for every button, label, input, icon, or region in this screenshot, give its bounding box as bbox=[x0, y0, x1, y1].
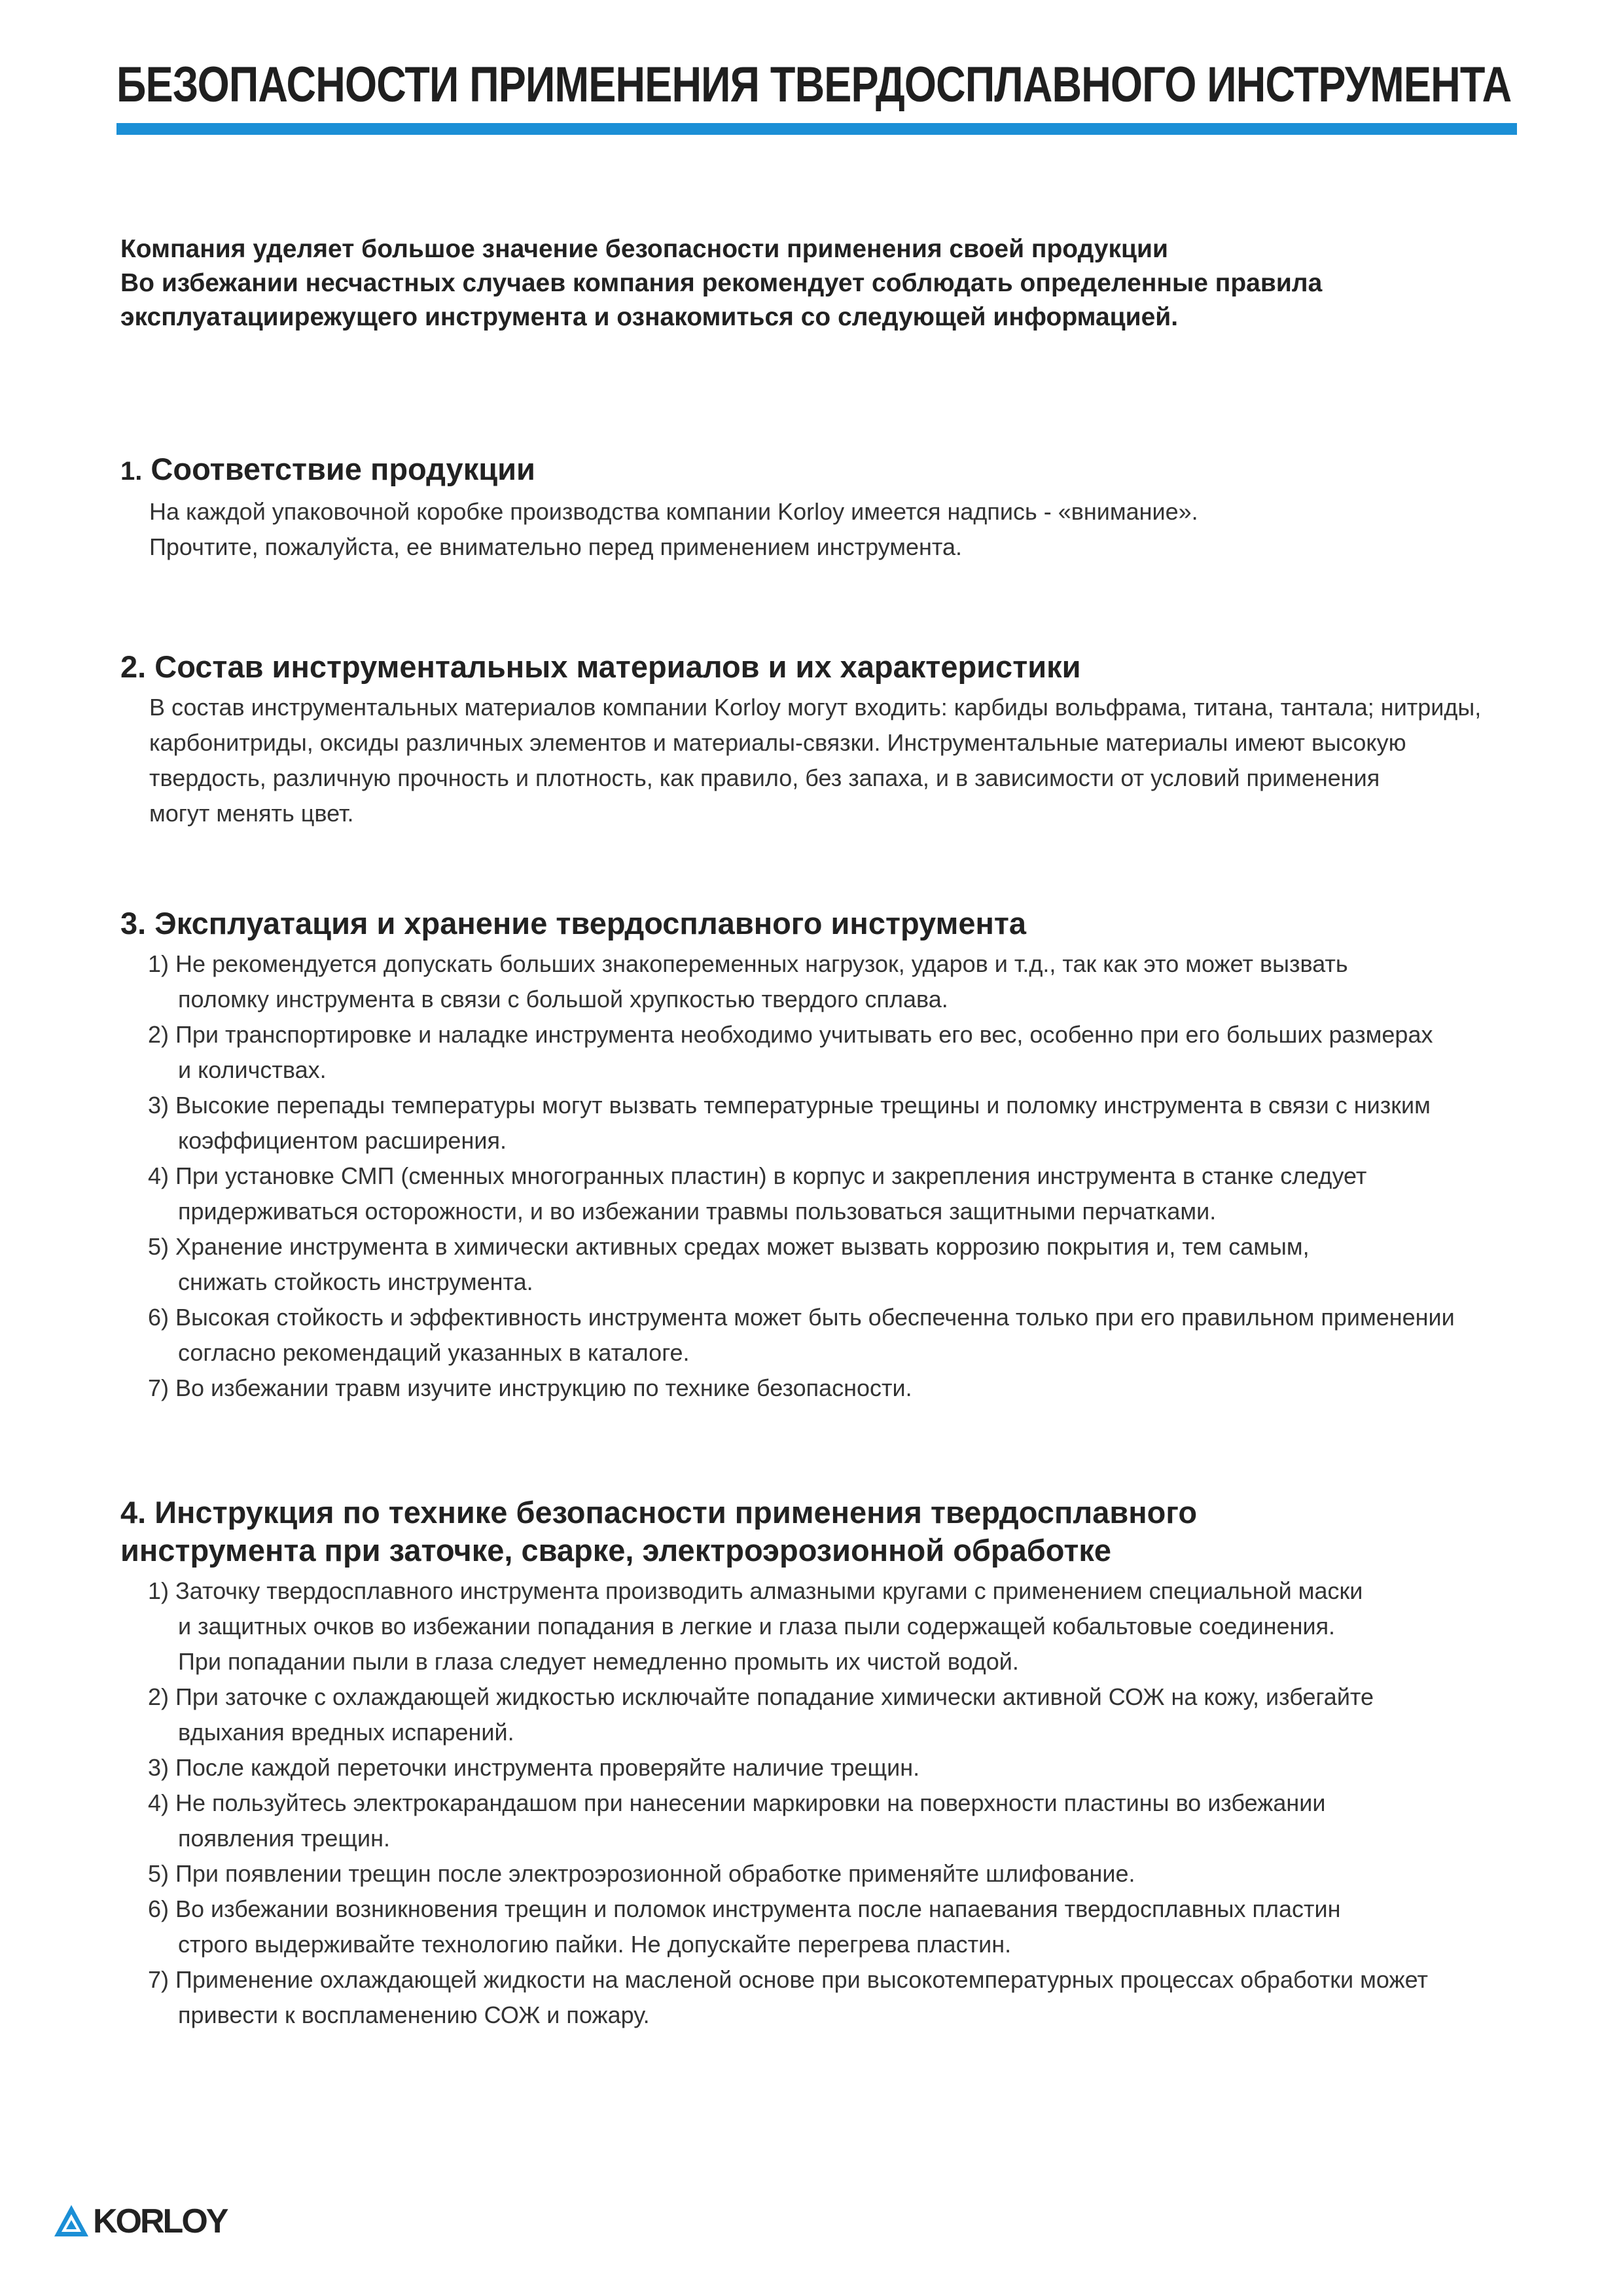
list-item-continuation: строго выдерживайте технологию пайки. Не допускайте перегрева пластин. bbox=[178, 1931, 1012, 1958]
section-title: Эксплуатация и хранение твердосплавного инструмента bbox=[154, 906, 1027, 941]
intro-line: Компания уделяет большое значение безопасности применения своей продукции bbox=[120, 235, 1168, 263]
list-item-text: 3) Высокие перепады температуры могут вызвать температурные трещины и поломку инструмента в связи с низким bbox=[148, 1092, 1431, 1119]
section-heading-line2: инструмента при заточке, сварке, электроэрозионной обработке bbox=[120, 1533, 1112, 1568]
list-item-continuation: придерживаться осторожности, и во избежании травмы пользоваться защитными перчатками. bbox=[178, 1198, 1217, 1225]
section-number: 4. bbox=[120, 1495, 147, 1530]
section-1 bbox=[120, 450, 1580, 565]
list-item-continuation: привести к воспламенению СОЖ и пожару. bbox=[178, 2001, 650, 2028]
section-number: 3. bbox=[120, 906, 147, 941]
section-heading bbox=[120, 1494, 1580, 1532]
logo-text: KORLOY bbox=[93, 2202, 227, 2240]
list-item bbox=[148, 1158, 1580, 1229]
section-title: Состав инструментальных материалов и их характеристики bbox=[154, 649, 1081, 684]
list-item-text: 2) При заточке с охлаждающей жидкостью исключайте попадание химически активной СОЖ на кожу, избегайте bbox=[148, 1683, 1374, 1710]
list-item-continuation: появления трещин. bbox=[178, 1825, 390, 1852]
body-line: На каждой упаковочной коробке производства компании Korloy имеется надпись - «внимание». bbox=[149, 498, 1198, 525]
section-heading bbox=[120, 450, 1580, 490]
list-item-text: 1) Заточку твердосплавного инструмента производить алмазными кругами с применением специальной маски bbox=[148, 1577, 1363, 1604]
list-item-continuation: и защитных очков во избежании попадания в легкие и глаза пыли содержащей кобальтовые соединения. bbox=[178, 1613, 1336, 1640]
list-item bbox=[148, 1679, 1580, 1750]
page-title: БЕЗОПАСНОСТИ ПРИМЕНЕНИЯ ТВЕРДОСПЛАВНОГО ИНСТРУМЕНТА bbox=[116, 57, 1512, 113]
list-item bbox=[148, 1371, 1580, 1406]
list-item bbox=[148, 1229, 1580, 1300]
list-item-continuation: согласно рекомендаций указанных в каталоге. bbox=[178, 1339, 690, 1366]
list-item bbox=[148, 1017, 1580, 1088]
body-line: Прочтите, пожалуйста, ее внимательно перед применением инструмента. bbox=[149, 533, 963, 560]
list-item-continuation: снижать стойкость инструмента. bbox=[178, 1268, 533, 1295]
list-item bbox=[148, 1962, 1580, 2033]
list-item-text: 7) Применение охлаждающей жидкости на масленой основе при высокотемпературных процессах обработки может bbox=[148, 1966, 1428, 1993]
korloy-logo bbox=[52, 2198, 226, 2245]
body-line: могут менять цвет. bbox=[149, 800, 354, 827]
section-list bbox=[148, 946, 1580, 1406]
list-item-continuation: и количствах. bbox=[178, 1056, 327, 1083]
list-item-text: 4) Не пользуйтесь электрокарандашом при нанесении маркировки на поверхности пластины во избежании bbox=[148, 1789, 1326, 1816]
section-2 bbox=[120, 648, 1580, 831]
section-body bbox=[149, 690, 1580, 831]
list-item-text: 5) При появлении трещин после электроэрозионной обработке применяйте шлифование. bbox=[148, 1860, 1135, 1887]
korloy-triangle-icon bbox=[52, 2202, 90, 2240]
section-body bbox=[149, 494, 1580, 565]
list-item-text: 1) Не рекомендуется допускать больших знакопеременных нагрузок, ударов и т.д., так как это может вызвать bbox=[148, 950, 1348, 977]
list-item-continuation: коэффициентом расширения. bbox=[178, 1127, 507, 1154]
section-heading bbox=[120, 905, 1580, 942]
list-item-text: 6) Во избежании возникновения трещин и поломок инструмента после напаевания твердосплавных пластин bbox=[148, 1895, 1341, 1922]
list-item-text: 5) Хранение инструмента в химически активных средах может вызвать коррозию покрытия и, тем самым, bbox=[148, 1233, 1310, 1260]
list-item bbox=[148, 1300, 1580, 1371]
list-item-text: 2) При транспортировке и наладке инструмента необходимо учитывать его вес, особенно при его больших размерах bbox=[148, 1021, 1433, 1048]
list-item bbox=[148, 1785, 1580, 1856]
list-item bbox=[148, 1892, 1580, 1962]
list-item-text: 7) Во избежании травм изучите инструкцию по технике безопасности. bbox=[148, 1374, 912, 1401]
section-number: 2. bbox=[120, 649, 147, 684]
body-line: В состав инструментальных материалов компании Korloy могут входить: карбиды вольфрама, титана, тантала; нитриды, bbox=[149, 694, 1482, 721]
section-number: 1. bbox=[120, 457, 143, 486]
list-item-text: 4) При установке СМП (сменных многогранных пластин) в корпус и закрепления инструмента в станке следует bbox=[148, 1162, 1367, 1189]
intro-block bbox=[120, 232, 1495, 334]
list-item bbox=[148, 1573, 1580, 1679]
section-list bbox=[148, 1573, 1580, 2033]
section-title: Соответствие продукции bbox=[151, 452, 535, 486]
intro-line: эксплуатациирежущего инструмента и ознакомиться со следующей информацией. bbox=[120, 303, 1179, 331]
section-heading bbox=[120, 648, 1580, 686]
section-3 bbox=[120, 905, 1580, 1406]
list-item-continuation: При попадании пыли в глаза следует немедленно промыть их чистой водой. bbox=[178, 1648, 1019, 1675]
section-title: Инструкция по технике безопасности применения твердосплавного bbox=[154, 1495, 1198, 1530]
body-line: твердость, различную прочность и плотность, как правило, без запаха, и в зависимости от условий применения bbox=[149, 764, 1380, 791]
list-item-continuation: вдыхания вредных испарений. bbox=[178, 1719, 514, 1746]
list-item bbox=[148, 1750, 1580, 1785]
list-item-continuation: поломку инструмента в связи с большой хрупкостью твердого сплава. bbox=[178, 986, 948, 1013]
list-item-text: 6) Высокая стойкость и эффективность инструмента может быть обеспеченна только при его правильном применении bbox=[148, 1304, 1455, 1331]
list-item bbox=[148, 1088, 1580, 1158]
section-4 bbox=[120, 1494, 1580, 2033]
list-item bbox=[148, 946, 1580, 1017]
list-item bbox=[148, 1856, 1580, 1892]
body-line: карбонитриды, оксиды различных элементов и материалы-связки. Инструментальные материалы имеют высокую bbox=[149, 729, 1406, 756]
intro-line: Во избежании несчастных случаев компания рекомендует соблюдать определенные правила bbox=[120, 269, 1323, 297]
list-item-text: 3) После каждой переточки инструмента проверяйте наличие трещин. bbox=[148, 1754, 920, 1781]
title-rule bbox=[116, 123, 1517, 135]
